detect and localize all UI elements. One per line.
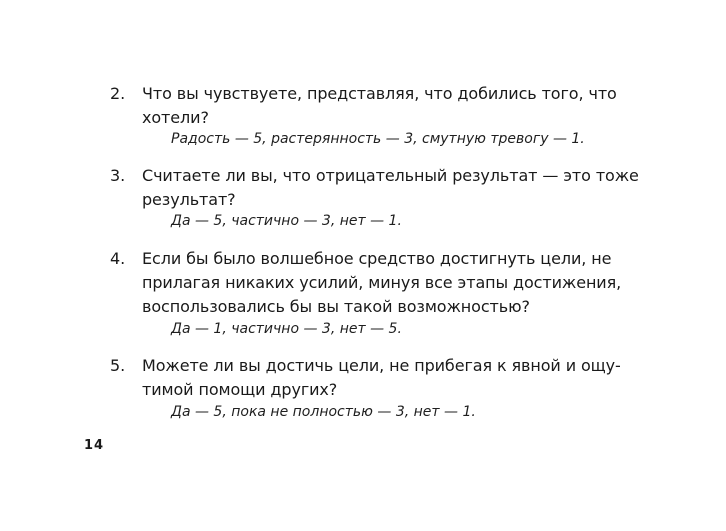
page-number: 14 [84, 438, 105, 453]
question-number: 4. [110, 249, 126, 268]
question-text [142, 247, 660, 319]
answer-options: Да — 5, пока не полностью — 3, нет — 1. [171, 404, 476, 420]
question-text [142, 164, 660, 212]
question-line: Что вы чувствуете, представляя, что добились того, что [142, 84, 617, 103]
answer-options: Радость — 5, растерянность — 3, смутную тревогу — 1. [171, 131, 585, 147]
question-line: Можете ли вы достичь цели, не прибегая к явной и ощу- [142, 356, 621, 375]
question-text [142, 82, 660, 130]
question-line: Если бы было волшебное средство достигнуть цели, не [142, 249, 612, 268]
question-text [142, 354, 660, 402]
question-line: хотели? [142, 108, 209, 127]
answer-options: Да — 5, частично — 3, нет — 1. [171, 213, 402, 229]
question-line: прилагая никаких усилий, минуя все этапы достижения, [142, 273, 622, 292]
question-number: 5. [110, 356, 126, 375]
question-line: тимой помощи других? [142, 380, 338, 399]
question-number: 2. [110, 84, 126, 103]
question-line: воспользовались бы вы такой возможностью? [142, 297, 530, 316]
question-number: 3. [110, 166, 126, 185]
question-line: Считаете ли вы, что отрицательный результат — это тоже [142, 166, 639, 185]
question-line: результат? [142, 190, 236, 209]
answer-options: Да — 1, частично — 3, нет — 5. [171, 321, 402, 337]
